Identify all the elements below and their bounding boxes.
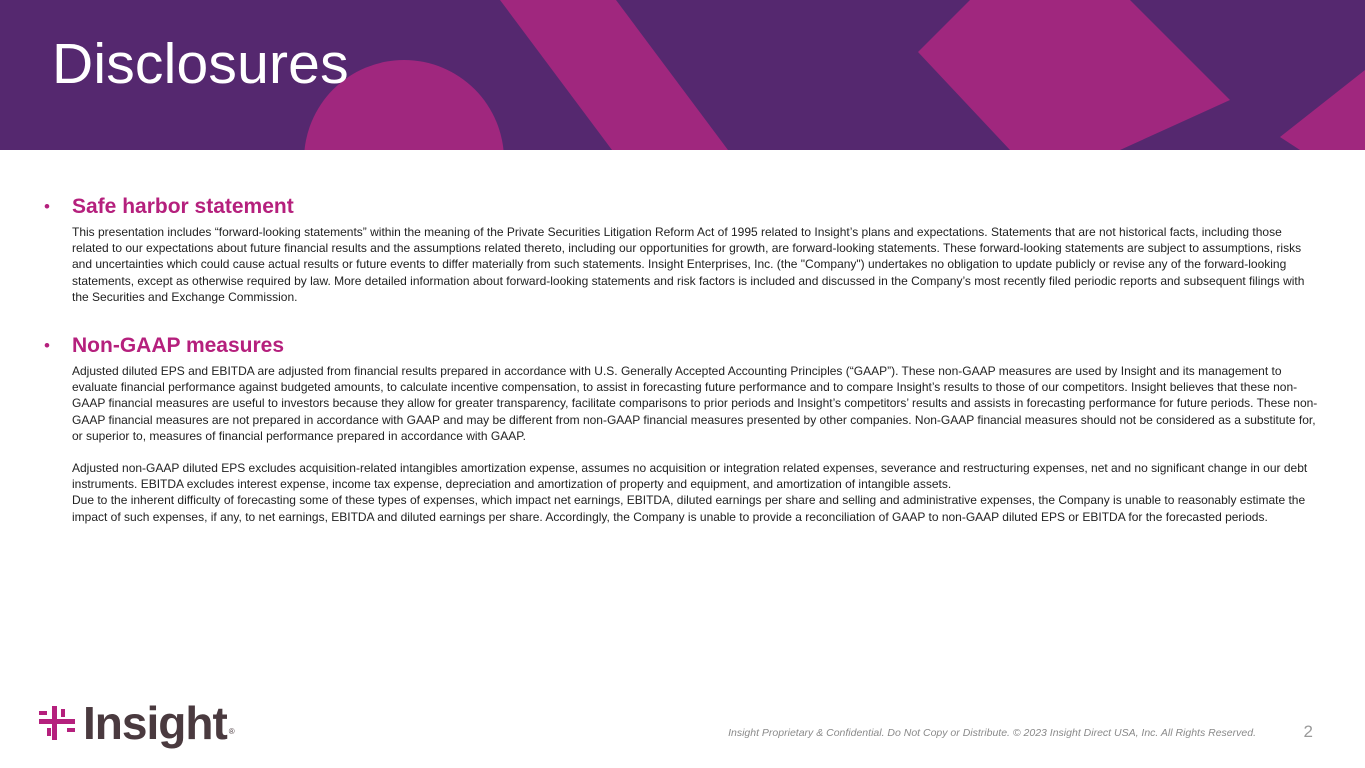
header-banner: [0, 0, 1365, 150]
safe-harbor-section: [44, 194, 1320, 305]
paragraph: Adjusted diluted EPS and EBITDA are adjusted from financial results prepared in accordance with U.S. Generally Accepted Accounting Principles (“GAAP”). These non-GAAP measures are used by Insight and its management to evaluate financial performance against budgeted amounts, to calculate incentive compensation, to assist in forecasting future performance and to compare Insight’s results to those of our competitors. Insight believes that these non-GAAP financial measures are useful to investors because they allow for greater transparency, facilitate comparisons to prior periods and Insight’s competitors’ results and assists in forecasting performance for future periods. These non-GAAP financial measures are not prepared in accordance with GAAP and may be different from non-GAAP financial measures presented by other companies. Non-GAAP financial measures should not be considered as a substitute for, or superior to, measures of financial performance prepared in accordance with GAAP.: [72, 364, 1318, 443]
paragraph: Adjusted non-GAAP diluted EPS excludes acquisition-related intangibles amortization expense, assumes no acquisition or integration related expenses, severance and restructuring expenses, net and no significant change in our debt instruments. EBITDA excludes interest expense, income tax expense, depreciation and amortization of property and equipment, and amortization of intangible assets.: [72, 461, 1308, 492]
page-number: 2: [1303, 722, 1313, 741]
paragraph: Due to the inherent difficulty of forecasting some of these types of expenses, which impact net earnings, EBITDA, diluted earnings per share and selling and administrative expenses, the Company is unable to reasonably estimate the impact of such expenses, if any, to net earnings, EBITDA and diluted earnings per share. Accordingly, the Company is unable to provide a reconciliation of GAAP to non-GAAP diluted EPS or EBITDA for the forecasted periods.: [72, 493, 1306, 524]
safe-harbor-heading: Safe harbor statement: [72, 195, 294, 218]
bullet-icon: •: [44, 197, 50, 216]
confidentiality-notice: Insight Proprietary & Confidential. Do Not Copy or Distribute. © 2023 Insight Direct USA, Inc. All Rights Reserved.: [728, 727, 1256, 739]
paragraph: This presentation includes “forward-looking statements” within the meaning of the Private Securities Litigation Reform Act of 1995 related to Insight’s plans and expectations. Statements that are not historical facts, including those related to our expectations about future financial results and the assumptions related thereto, including our opportunities for growth, are forward-looking statements. These forward-looking statements are subject to assumptions, risks and uncertainties which could cause actual results or future events to differ materially from such statements. Insight Enterprises, Inc. (the "Company") undertakes no obligation to update publicly or revise any of the forward-looking statements, except as otherwise required by law. More detailed information about forward-looking statements and risk factors is included and discussed in the Company’s most recently filed periodic reports and subsequent filings with the Securities and Exchange Commission.: [72, 225, 1305, 304]
non-gaap-section: [44, 333, 1320, 525]
registered-mark: ®: [228, 727, 235, 736]
non-gaap-heading: Non-GAAP measures: [72, 334, 285, 357]
insight-logo-mark-icon: [37, 703, 77, 743]
non-gaap-body: [72, 363, 1320, 525]
safe-harbor-body: [72, 224, 1320, 305]
section-heading: [44, 333, 1320, 359]
page-title: Disclosures: [52, 32, 349, 96]
section-heading: [44, 194, 1320, 220]
bullet-icon: •: [44, 336, 50, 355]
insight-logo-text: Insight: [83, 697, 227, 749]
insight-logo: [37, 697, 235, 749]
